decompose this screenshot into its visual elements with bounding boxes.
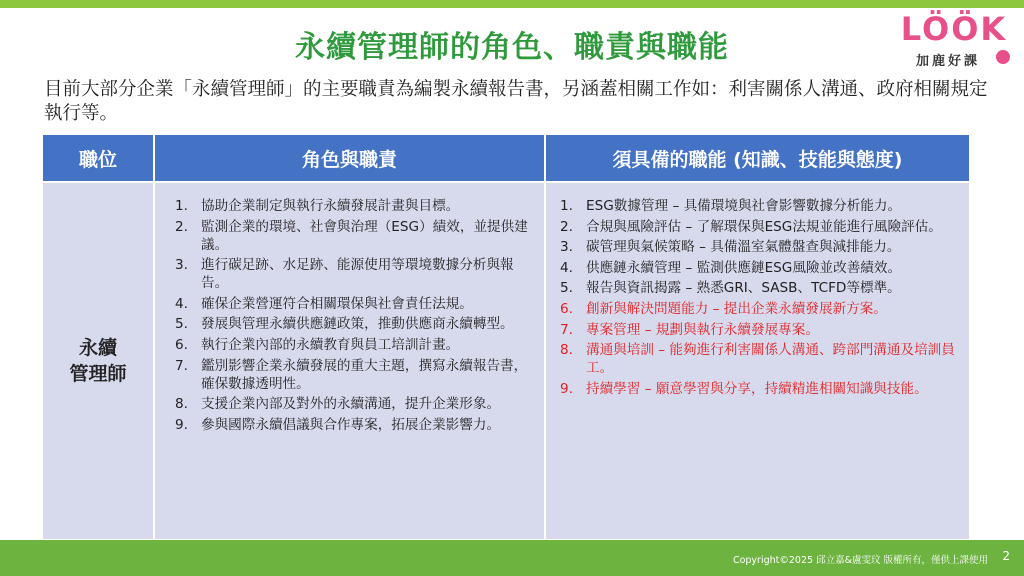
role-name: 永續 管理師 bbox=[69, 337, 127, 385]
duty-item-text: 參與國際永續倡議與合作專案，拓展企業影響力。 bbox=[201, 416, 501, 433]
intro-paragraph: 目前大部分企業「永續管理師」的主要職責為編製永續報告書，另涵蓋相關工作如：利害關係人溝通、政府相關規定執行等。 bbox=[44, 79, 988, 124]
competency-item-text: 持續學習 – 願意學習與分享，持續精進相關知識與技能。 bbox=[586, 380, 928, 397]
duty-item bbox=[175, 416, 534, 434]
header-position: 職位 bbox=[43, 135, 153, 181]
competency-item bbox=[560, 197, 959, 215]
duty-item-number: 4. bbox=[175, 295, 188, 312]
competency-item-text: 創新與解決問題能力 – 提出企業永續發展新方案。 bbox=[586, 300, 887, 317]
duty-item bbox=[175, 336, 534, 354]
competency-item-text: 報告與資訊揭露 – 熟悉GRI、SASB、TCFD等標準。 bbox=[586, 280, 901, 297]
competency-item bbox=[560, 259, 959, 277]
duty-item-number: 7. bbox=[175, 357, 188, 374]
competency-item-text: 供應鏈永續管理 – 監測供應鏈ESG風險並改善績效。 bbox=[586, 259, 902, 276]
duties-cell bbox=[155, 183, 544, 539]
competency-item-number: 8. bbox=[560, 342, 573, 359]
competency-item bbox=[560, 341, 959, 377]
competency-item-text: 合規與風險評估 – 了解環保與ESG法規並能進行風險評估。 bbox=[586, 218, 942, 235]
duty-item-number: 3. bbox=[175, 257, 188, 274]
competency-item bbox=[560, 321, 959, 339]
duty-item-text: 發展與管理永續供應鏈政策，推動供應商永續轉型。 bbox=[201, 316, 514, 333]
competency-item-text: ESG數據管理 – 具備環境與社會影響數據分析能力。 bbox=[586, 198, 902, 214]
duty-item-text: 確保企業營運符合相關環保與社會責任法規。 bbox=[201, 295, 473, 312]
competency-item bbox=[560, 300, 959, 318]
duty-item bbox=[175, 218, 534, 254]
duty-item-number: 6. bbox=[175, 336, 188, 353]
logo-wordmark: LÖÖK bbox=[900, 10, 1008, 48]
duty-item bbox=[175, 395, 534, 413]
roles-table bbox=[42, 134, 968, 538]
duty-item-text: 鑑別影響企業永續發展的重大主題，撰寫永續報告書，確保數據透明性。 bbox=[201, 357, 528, 392]
duties-list bbox=[155, 183, 544, 434]
duty-item-text: 執行企業內部的永續教育與員工培訓計畫。 bbox=[201, 336, 460, 353]
duty-item bbox=[175, 295, 534, 313]
page-number: 2 bbox=[1002, 549, 1010, 563]
competency-item-text: 碳管理與氣候策略 – 具備溫室氣體盤查與減排能力。 bbox=[586, 239, 901, 256]
column-divider bbox=[544, 135, 546, 539]
slide-title: 永續管理師的角色、職責與職能 bbox=[295, 30, 729, 65]
competencies-cell bbox=[546, 183, 969, 539]
duty-item bbox=[175, 197, 534, 215]
header-divider bbox=[43, 181, 969, 183]
duty-item-number: 8. bbox=[175, 396, 188, 413]
competency-item-number: 5. bbox=[560, 280, 573, 297]
competency-item-number: 4. bbox=[560, 259, 573, 276]
duty-item-text: 支援企業內部及對外的永續溝通，提升企業形象。 bbox=[201, 396, 501, 413]
competencies-list bbox=[546, 183, 969, 398]
competency-item-number: 6. bbox=[560, 300, 573, 317]
duty-item-number: 9. bbox=[175, 416, 188, 433]
competency-item bbox=[560, 218, 959, 236]
top-accent-bar bbox=[0, 0, 1024, 8]
role-cell bbox=[43, 183, 153, 539]
logo-subtitle: 加鹿好課 bbox=[915, 54, 980, 69]
header-duties: 角色與職責 bbox=[155, 135, 544, 181]
header-competencies: 須具備的職能 (知識、技能與態度) bbox=[546, 135, 969, 181]
duty-item bbox=[175, 357, 534, 393]
duty-item-number: 2. bbox=[175, 218, 188, 235]
duty-item-number: 5. bbox=[175, 316, 188, 333]
competency-item-number: 3. bbox=[560, 239, 573, 256]
duty-item bbox=[175, 315, 534, 333]
competency-item bbox=[560, 279, 959, 297]
duty-item-text: 監測企業的環境、社會與治理（ESG）績效，並提供建議。 bbox=[201, 218, 528, 253]
competency-item bbox=[560, 380, 959, 398]
logo-badge-icon bbox=[996, 50, 1010, 64]
competency-item-text: 溝通與培訓 – 能夠進行利害關係人溝通、跨部門溝通及培訓員工。 bbox=[586, 342, 955, 377]
competency-item-number: 9. bbox=[560, 380, 573, 397]
duty-item-text: 進行碳足跡、水足跡、能源使用等環境數據分析與報告。 bbox=[201, 257, 514, 292]
competency-item-number: 2. bbox=[560, 218, 573, 235]
competency-item bbox=[560, 238, 959, 256]
column-divider bbox=[153, 135, 155, 539]
copyright-text: Copyright©2025 邱立嘉&盧雯玟 版權所有，僅供上課使用 bbox=[732, 555, 988, 566]
duty-item bbox=[175, 256, 534, 292]
competency-item-text: 專案管理 – 規劃與執行永續發展專案。 bbox=[586, 321, 819, 338]
duty-item-number: 1. bbox=[175, 198, 188, 214]
duty-item-text: 協助企業制定與執行永續發展計畫與目標。 bbox=[201, 198, 460, 214]
look-logo bbox=[898, 10, 1010, 72]
competency-item-number: 7. bbox=[560, 321, 573, 338]
competency-item-number: 1. bbox=[560, 198, 573, 214]
